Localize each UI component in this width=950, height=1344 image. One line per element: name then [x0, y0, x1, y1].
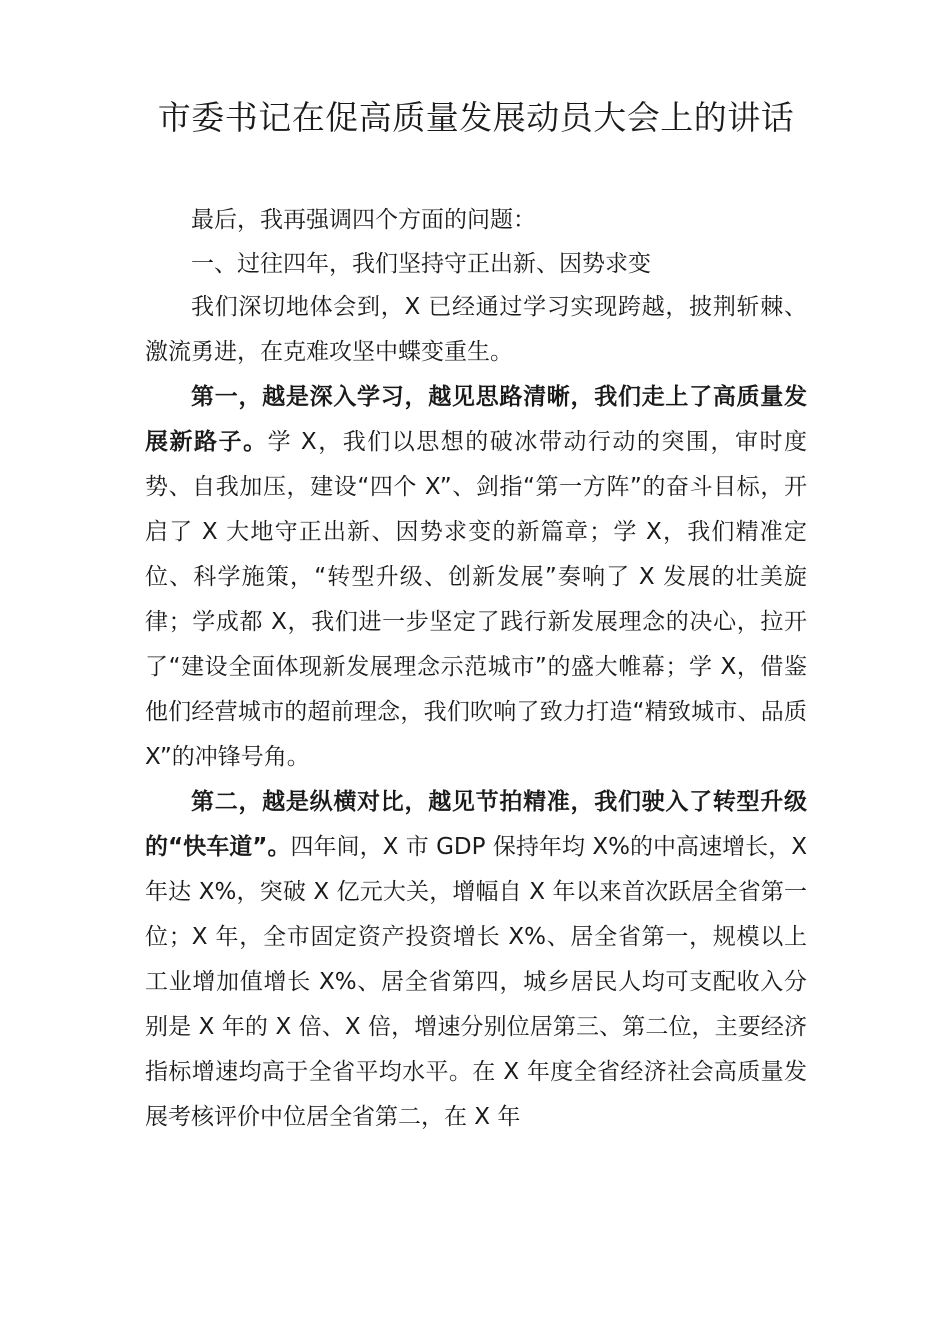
point-paragraph-1	[145, 375, 807, 780]
section-paragraph: 我们深切地体会到，X 已经通过学习实现跨越，披荆斩棘、激流勇进，在克难攻坚中蝶变重生。	[145, 294, 807, 365]
document-body	[145, 198, 807, 1140]
section-heading: 一、过往四年，我们坚持守正出新、因势求变	[191, 251, 651, 277]
document-title: 市委书记在促高质量发展动员大会上的讲话	[157, 98, 795, 137]
point-text-1: 学 X，我们以思想的破冰带动行动的突围，审时度势、自我加压，建设“四个 X”、剑指“第一方阵”的奋斗目标，开启了 X 大地守正出新、因势求变的新篇章；学 X，我们精准定位、科学施策，“转型升级、创新发展”奏响了 X 发展的壮美旋律；学成都 X，我们进一步坚定了践行新发展理念的决心，拉开了“建设全面体现新发展理念示范城市”的盛大帷幕；学 X，借鉴他们经营城市的超前理念，我们吹响了致力打造“精致城市、品质 X”的冲锋号角。	[145, 429, 807, 770]
intro-paragraph: 最后，我再强调四个方面的问题：	[191, 207, 536, 233]
point-text-2: 四年间，X 市 GDP 保持年均 X%的中高速增长，X 年达 X%，突破 X 亿元大关，增幅自 X 年以来首次跃居全省第一位；X 年，全市固定资产投资增长 X%、居全省第一，规模以上工业增加值增长 X%、居全省第四，城乡居民人均可支配收入分别是 X 年的 X 倍、X 倍，增速分别位居第三、第二位，主要经济指标增速均高于全省平均水平。在 X 年度全省经济社会高质量发展考核评价中位居全省第二，在 X 年	[145, 834, 807, 1130]
point-paragraph-2	[145, 780, 807, 1140]
point-lead-2: 第二，越是纵横对比，越见节拍精准，我们驶入了转型升级的“快车道”。	[145, 789, 807, 860]
document-page	[145, 95, 807, 1140]
point-lead-1: 第一，越是深入学习，越见思路清晰，我们走上了高质量发展新路子。	[145, 384, 807, 455]
